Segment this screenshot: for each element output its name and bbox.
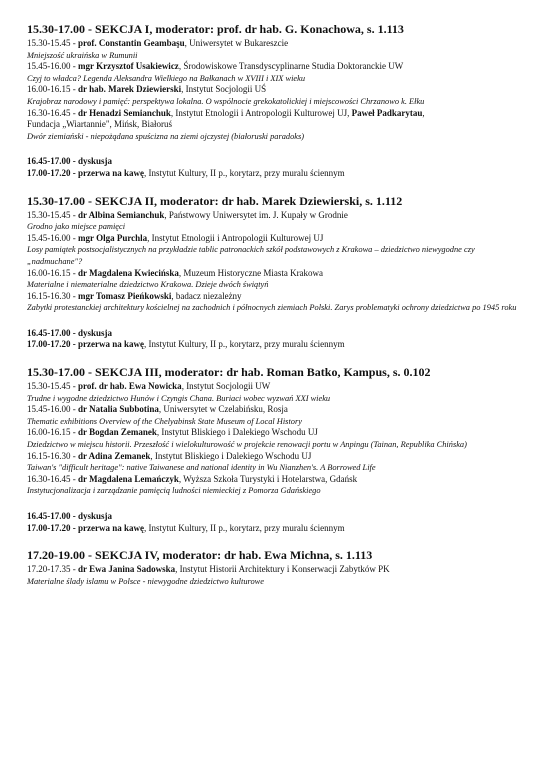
talk-topic: Mniejszość ukraińska w Rumunii [27, 50, 138, 60]
speaker-name: mgr Tomasz Pieńkowski [78, 290, 172, 301]
talk-line: 15.30-15.45 - prof. Constantin Geambaşu, Uniwersytet w Bukareszcie [27, 38, 289, 48]
discussion-line: 16.45-17.00 - dyskusja [27, 156, 113, 167]
session-3 [27, 365, 527, 497]
talk-line: 16.15-16.30 - mgr Tomasz Pieńkowski, badacz niezależny [27, 290, 242, 301]
breaks-3 [27, 511, 527, 534]
talk-topic: Materialne i niematerialne dziedzictwo Krakowa. Dzieje dwóch świątyń [27, 280, 269, 290]
talk-topic: Dziedzictwo w miejscu historii. Przeszłość i wielokulturowość w projekcie renowacji portu w Anpingu (Tainan, Republika Chińska) [27, 440, 467, 450]
session-title: 15.30-17.00 - SEKCJA III, moderator: dr hab. Roman Batko, Kampus, s. 0.102 [27, 365, 431, 380]
talk-line: 15.30-15.45 - prof. dr hab. Ewa Nowicka, Instytut Socjologii UW [27, 381, 271, 392]
talk-topic: Taiwan's "difficult heritage": native Taiwanese and national identity in Wu Nianzhen's. A Borrowed Life [27, 463, 376, 473]
talk-line: 16.15-16.30 - dr Adina Zemanek, Instytut Bliskiego i Dalekiego Wschodu UJ [27, 450, 312, 461]
talk-line: 15.45-16.00 - dr Natalia Subbotina, Uniwersytet w Czelabińsku, Rosja [27, 404, 288, 415]
talk-topic: Czyj to władca? Legenda Aleksandra Wielkiego na Bałkanach w XVIII i XIX wieku [27, 73, 306, 83]
speaker-name: dr Magdalena Lemańczyk [78, 473, 179, 484]
breaks-2 [27, 328, 527, 351]
speaker-name: dr Henadzi Semianchuk [78, 107, 171, 118]
talk-topic: Grodno jako miejsce pamięci [27, 222, 126, 232]
speaker-name: Paweł Padkarytau [351, 107, 423, 118]
talk-topic: Materialne ślady islamu w Polsce - niewygodne dziedzictwo kulturowe [27, 576, 264, 586]
speaker-name: prof. dr hab. Ewa Nowicka [78, 381, 182, 392]
talk-line: 15.45-16.00 - mgr Olga Purchla, Instytut Etnologii i Antropologii Kulturowej UJ [27, 232, 324, 243]
speaker-name: dr Adina Zemanek [78, 450, 151, 461]
breaks-1 [27, 156, 527, 179]
talk-line: 16.30-16.45 - dr Magdalena Lemańczyk, Wyższa Szkoła Turystyki i Hotelarstwa, Gdańsk [27, 473, 358, 484]
talk-line: 16.00-16.15 - dr hab. Marek Dziewierski, Instytut Socjologii UŚ [27, 84, 267, 95]
session-title: 15.30-17.00 - SEKCJA II, moderator: dr hab. Marek Dziewierski, s. 1.112 [27, 193, 403, 208]
talk-line: 17.20-17.35 - dr Ewa Janina Sadowska, Instytut Historii Architektury i Konserwacji Zabytków PK [27, 564, 390, 575]
talk-topic: Thematic exhibitions Overview of the Chelyabinsk State Museum of Local History [27, 416, 302, 426]
talk-topic: Instytucjonalizacja i zarządzanie pamięcią ludności niemieckiej z Pomorza Gdańskiego [27, 486, 321, 496]
talk-line: 15.45-16.00 - mgr Krzysztof Usakiewicz, Środowiskowe Transdyscyplinarne Studia Doktoranckie UW [27, 61, 404, 72]
discussion-line: 16.45-17.00 - dyskusja [27, 327, 113, 338]
talk-line: 16.00-16.15 - dr Bogdan Zemanek, Instytut Bliskiego i Dalekiego Wschodu UJ [27, 427, 318, 438]
session-2 [27, 194, 527, 314]
speaker-name: dr hab. Marek Dziewierski [78, 84, 182, 95]
speaker-name: dr Ewa Janina Sadowska [78, 564, 176, 575]
speaker-name: mgr Olga Purchla [78, 232, 148, 243]
speaker-name: dr Magdalena Kwiecińska [78, 267, 179, 278]
talk-line: 16.00-16.15 - dr Magdalena Kwiecińska, Muzeum Historyczne Miasta Krakowa [27, 267, 324, 278]
talk-topic: Trudne i wygodne dziedzictwo Hunów i Czyngis Chana. Buriaci wobec wyzwań XXI wieku [27, 393, 331, 403]
session-1 [27, 22, 527, 142]
speaker-name: prof. Constantin Geambaşu [78, 38, 185, 48]
talk-topic: Dwór ziemiański - niepożądana spuścizna na ziemi ojczystej (białoruski paradoks) [27, 131, 305, 141]
speaker-name: mgr Krzysztof Usakiewicz [78, 61, 179, 72]
speaker-name: dr Natalia Subbotina [78, 404, 159, 415]
session-4 [27, 548, 527, 587]
talk-topic: Losy pamiątek postsocjalistycznych na przykładzie tablic patronackich szkół podstawowych z Krakowa – dziedzictwo niewygodne czy „nadmuchane"? [27, 245, 475, 266]
session-title: 15.30-17.00 - SEKCJA I, moderator: prof. dr hab. G. Konachowa, s. 1.113 [27, 22, 404, 36]
programme-page [27, 22, 527, 601]
discussion-line: 16.45-17.00 - dyskusja [27, 511, 113, 521]
speaker-name: dr Albina Semianchuk [78, 209, 165, 220]
talk-topic: Krajobraz narodowy i pamięć: perspektywa lokalna. O wspólnocie grekokatolickiej i miejscowości Chrzanowo k. Ełku [27, 96, 425, 106]
coffee-break-line: 17.00-17.20 - przerwa na kawę, Instytut Kultury, II p., korytarz, przy muralu ściennym [27, 167, 345, 178]
talk-topic: Zabytki protestanckiej architektury kościelnej na zachodnich i północnych ziemiach Polski. Zarys problematyki ochrony dziedzictwa po 1945 roku [27, 303, 517, 313]
speaker-name: dr Bogdan Zemanek [78, 427, 157, 438]
coffee-break-line: 17.00-17.20 - przerwa na kawę, Instytut Kultury, II p., korytarz, przy muralu ściennym [27, 339, 345, 350]
session-title: 17.20-19.00 - SEKCJA IV, moderator: dr hab. Ewa Michna, s. 1.113 [27, 548, 373, 563]
talk-line: 16.30-16.45 - dr Henadzi Semianchuk, Instytut Etnologii i Antropologii Kulturowej UJ, Paweł Padkarytau, [27, 107, 425, 118]
talk-line: 15.30-15.45 - dr Albina Semianchuk, Państwowy Uniwersytet im. J. Kupały w Grodnie [27, 209, 348, 220]
coffee-break-line: 17.00-17.20 - przerwa na kawę, Instytut Kultury, II p., korytarz, przy muralu ściennym [27, 522, 345, 533]
talk-affiliation-continued: Fundacja „Wiartannie", Mińsk, Białoruś [27, 119, 173, 130]
